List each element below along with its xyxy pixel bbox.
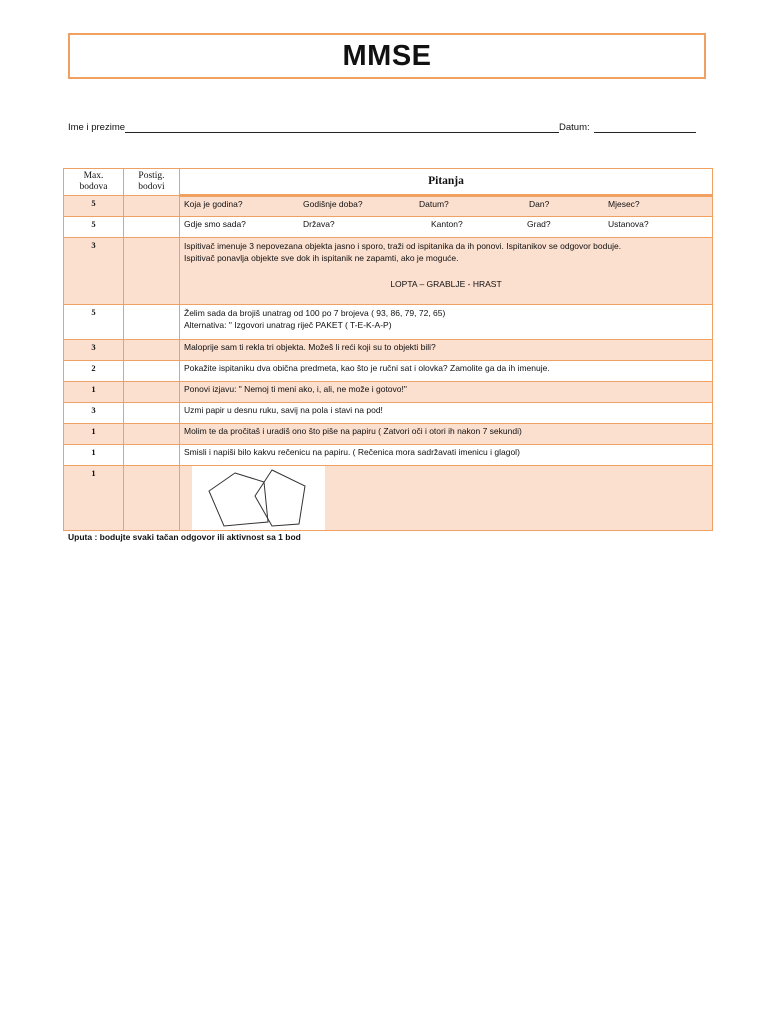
question-part: Gdje smo sada? [184, 219, 246, 229]
max-score: 3 [64, 340, 124, 361]
question-line: Ispitivač ponavlja objekte sve dok ih ispitanik ne zapamti, ako je moguće. [184, 253, 459, 263]
score-cell[interactable] [124, 238, 180, 305]
question-cell: Molim te da pročitaš i uradiš ono što piše na papiru ( Zatvori oči i otori ih nakon 7 sekundi) [180, 424, 713, 445]
page-title: MMSE [342, 39, 432, 72]
question-cell [180, 305, 713, 340]
header-max [64, 169, 124, 196]
header-postig [124, 169, 180, 196]
max-score: 1 [64, 424, 124, 445]
date-label: Datum: [559, 122, 590, 133]
question-line: Želim sada da brojiš unatrag od 100 po 7 brojeva ( 93, 86, 79, 72, 65) [184, 308, 446, 318]
question-part: Dan? [529, 199, 550, 209]
score-cell[interactable] [124, 361, 180, 382]
question-part: Ustanova? [608, 219, 649, 229]
max-score: 1 [64, 466, 124, 531]
name-label: Ime i prezime [68, 122, 126, 133]
table-row [64, 466, 713, 531]
score-cell[interactable] [124, 196, 180, 217]
objects-list: LOPTA – GRABLJE - HRAST [390, 279, 502, 289]
table-row [64, 217, 713, 238]
header-postig-line1: Postig. [138, 171, 165, 181]
question-part: Država? [303, 219, 335, 229]
question-cell [180, 217, 713, 238]
intersecting-pentagons-icon [192, 466, 325, 530]
question-part: Godišnje doba? [303, 199, 363, 209]
question-cell: Pokažite ispitaniku dva obična predmeta, kao što je ručni sat i olovka? Zamolite ga da ih imenuje. [180, 361, 713, 382]
table-row [64, 403, 713, 424]
max-score: 3 [64, 238, 124, 305]
score-cell[interactable] [124, 424, 180, 445]
question-line: Alternativa: " Izgovori unatrag riječ PAKET ( T-E-K-A-P) [184, 320, 392, 330]
instruction-note: Uputa : bodujte svaki tačan odgovor ili aktivnost sa 1 bod [68, 532, 301, 542]
question-part: Koja je godina? [184, 199, 243, 209]
table-row [64, 382, 713, 403]
score-cell[interactable] [124, 305, 180, 340]
pentagon-left [209, 473, 268, 526]
score-cell[interactable] [124, 445, 180, 466]
question-cell: Uzmi papir u desnu ruku, savij na pola i stavi na pod! [180, 403, 713, 424]
question-part: Grad? [527, 219, 551, 229]
question-part: Kanton? [431, 219, 463, 229]
table-row [64, 196, 713, 217]
max-score: 5 [64, 217, 124, 238]
score-cell[interactable] [124, 382, 180, 403]
max-score: 5 [64, 305, 124, 340]
question-cell: Ponovi izjavu: " Nemoj ti meni ako, i, ali, ne može i gotovo!" [180, 382, 713, 403]
question-part: Mjesec? [608, 199, 640, 209]
pentagon-figure [192, 466, 325, 530]
header-max-line2: bodova [79, 182, 108, 192]
header-postig-line2: bodovi [138, 182, 165, 192]
name-field[interactable] [125, 122, 559, 133]
question-part: Datum? [419, 199, 449, 209]
score-cell[interactable] [124, 466, 180, 531]
question-cell [180, 196, 713, 217]
table-row [64, 424, 713, 445]
max-score: 5 [64, 196, 124, 217]
table-row [64, 238, 713, 305]
max-score: 3 [64, 403, 124, 424]
question-cell: Maloprije sam ti rekla tri objekta. Možeš li reći koji su to objekti bili? [180, 340, 713, 361]
score-cell[interactable] [124, 340, 180, 361]
question-cell [180, 238, 713, 305]
question-cell: Smisli i napiši bilo kakvu rečenicu na papiru. ( Rečenica mora sadržavati imenicu i glagol) [180, 445, 713, 466]
max-score: 2 [64, 361, 124, 382]
title-box [68, 33, 706, 79]
score-cell[interactable] [124, 403, 180, 424]
name-date-line [68, 119, 708, 133]
header-max-line1: Max. [83, 171, 104, 181]
date-field[interactable] [594, 122, 696, 133]
header-pitanja: Pitanja [180, 169, 713, 196]
max-score: 1 [64, 382, 124, 403]
score-cell[interactable] [124, 217, 180, 238]
mmse-table [63, 168, 713, 531]
table-row [64, 445, 713, 466]
table-row [64, 305, 713, 340]
max-score: 1 [64, 445, 124, 466]
pentagon-right [255, 470, 305, 526]
table-row [64, 340, 713, 361]
question-line: Ispitivač imenuje 3 nepovezana objekta jasno i sporo, traži od ispitanika da ih ponovi. Ispitanikov se odgovor boduje. [184, 241, 622, 251]
table-row [64, 361, 713, 382]
